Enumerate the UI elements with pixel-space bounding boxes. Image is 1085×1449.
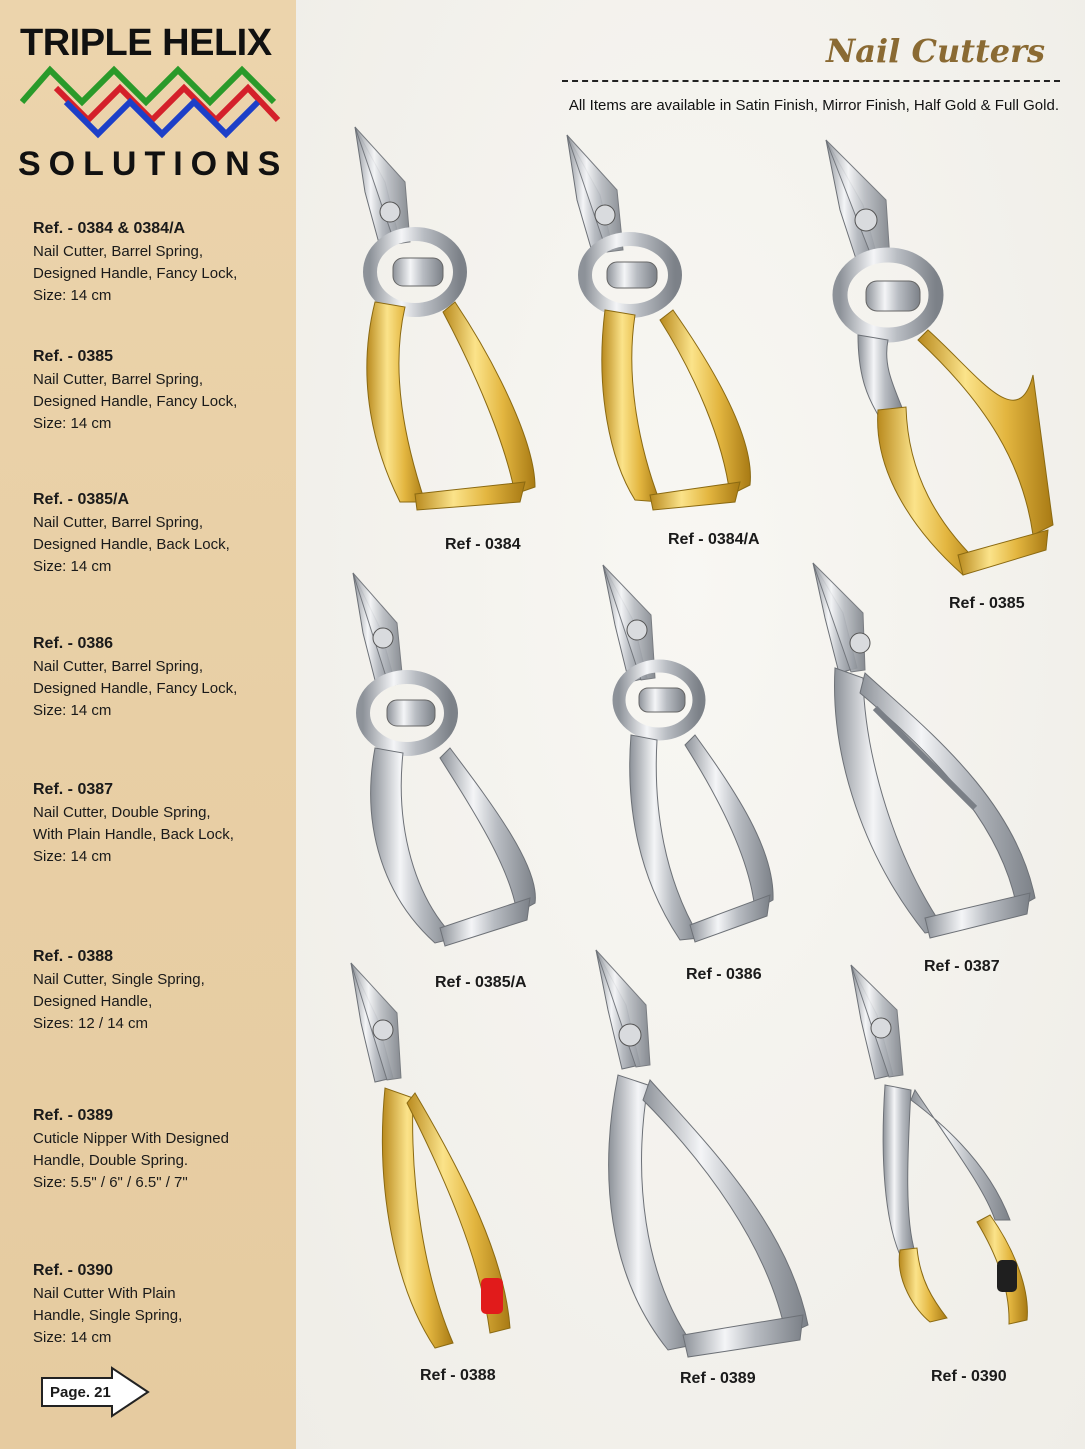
entry-desc: With Plain Handle, Back Lock,	[33, 826, 234, 843]
cuticle-nipper-0389-image	[588, 945, 823, 1370]
entry-0385	[33, 346, 288, 435]
entry-0384	[33, 218, 288, 307]
product-caption: Ref - 0385/A	[435, 974, 527, 991]
page-number-badge	[40, 1366, 152, 1423]
nail-cutter-0386-image	[595, 560, 785, 950]
product-caption: Ref - 0384/A	[668, 531, 760, 548]
entry-desc: Nail Cutter, Barrel Spring,	[33, 658, 204, 675]
entry-desc: Nail Cutter, Single Spring,	[33, 971, 205, 988]
entry-ref: Ref. - 0390	[33, 1262, 114, 1279]
sidebar	[0, 0, 296, 1449]
entry-desc: Nail Cutter With Plain	[33, 1285, 176, 1302]
page-number: Page. 21	[50, 1384, 111, 1401]
product-caption: Ref - 0390	[931, 1368, 1007, 1385]
nail-cutter-0387-image	[805, 558, 1040, 943]
entry-desc: Handle, Double Spring.	[33, 1152, 189, 1169]
finish-note: All Items are available in Satin Finish, Mirror Finish, Half Gold & Full Gold.	[568, 97, 1059, 114]
entry-0390	[33, 1260, 288, 1349]
nail-cutter-0385-image	[818, 135, 1063, 585]
entry-desc: Nail Cutter, Double Spring,	[33, 804, 211, 821]
entry-desc: Designed Handle, Fancy Lock,	[33, 265, 238, 282]
entry-desc: Nail Cutter, Barrel Spring,	[33, 514, 204, 531]
entry-0385a	[33, 489, 288, 578]
entry-ref: Ref. - 0388	[33, 948, 114, 965]
entry-desc: Size: 14 cm	[33, 848, 112, 865]
page-title: Nail Cutters	[826, 32, 1045, 70]
entry-desc: Size: 14 cm	[33, 287, 112, 304]
brand-name-line1: TRIPLE HELIX	[20, 22, 272, 64]
entry-desc: Size: 5.5" / 6" / 6.5" / 7"	[33, 1174, 188, 1191]
entry-desc: Size: 14 cm	[33, 415, 112, 432]
entry-ref: Ref. - 0385	[33, 348, 114, 365]
entry-desc: Designed Handle, Fancy Lock,	[33, 680, 238, 697]
entry-ref: Ref. - 0389	[33, 1107, 114, 1124]
entry-0387	[33, 779, 288, 868]
entry-ref: Ref. - 0384 & 0384/A	[33, 220, 186, 237]
entry-desc: Nail Cutter, Barrel Spring,	[33, 243, 204, 260]
title-divider	[562, 80, 1060, 82]
entry-0386	[33, 633, 288, 722]
product-caption: Ref - 0389	[680, 1370, 756, 1387]
nail-cutter-0388-image	[345, 958, 520, 1358]
product-caption: Ref - 0386	[686, 966, 762, 983]
entry-desc: Designed Handle, Fancy Lock,	[33, 393, 238, 410]
entry-desc: Size: 14 cm	[33, 702, 112, 719]
brand-name-line2: SOLUTIONS	[18, 145, 289, 183]
product-caption: Ref - 0385	[949, 595, 1025, 612]
product-caption: Ref - 0387	[924, 958, 1000, 975]
entry-ref: Ref. - 0386	[33, 635, 114, 652]
product-caption: Ref - 0384	[445, 536, 521, 553]
entry-0389	[33, 1105, 288, 1194]
nail-cutter-0385a-image	[345, 568, 545, 963]
entry-desc: Nail Cutter, Barrel Spring,	[33, 371, 204, 388]
entry-desc: Sizes: 12 / 14 cm	[33, 1015, 149, 1032]
nail-cutter-0384a-image	[555, 130, 765, 515]
product-caption: Ref - 0388	[420, 1367, 496, 1384]
entry-desc: Size: 14 cm	[33, 558, 112, 575]
entry-desc: Cuticle Nipper With Designed	[33, 1130, 229, 1147]
entry-ref: Ref. - 0385/A	[33, 491, 130, 508]
entry-desc: Handle, Single Spring,	[33, 1307, 183, 1324]
entry-0388	[33, 946, 288, 1035]
entry-desc: Designed Handle,	[33, 993, 153, 1010]
nail-cutter-0390-image	[845, 960, 1035, 1335]
entry-desc: Size: 14 cm	[33, 1329, 112, 1346]
entry-desc: Designed Handle, Back Lock,	[33, 536, 230, 553]
nail-cutter-0384-image	[345, 122, 550, 517]
entry-ref: Ref. - 0387	[33, 781, 114, 798]
helix-logo-icon	[20, 62, 282, 142]
